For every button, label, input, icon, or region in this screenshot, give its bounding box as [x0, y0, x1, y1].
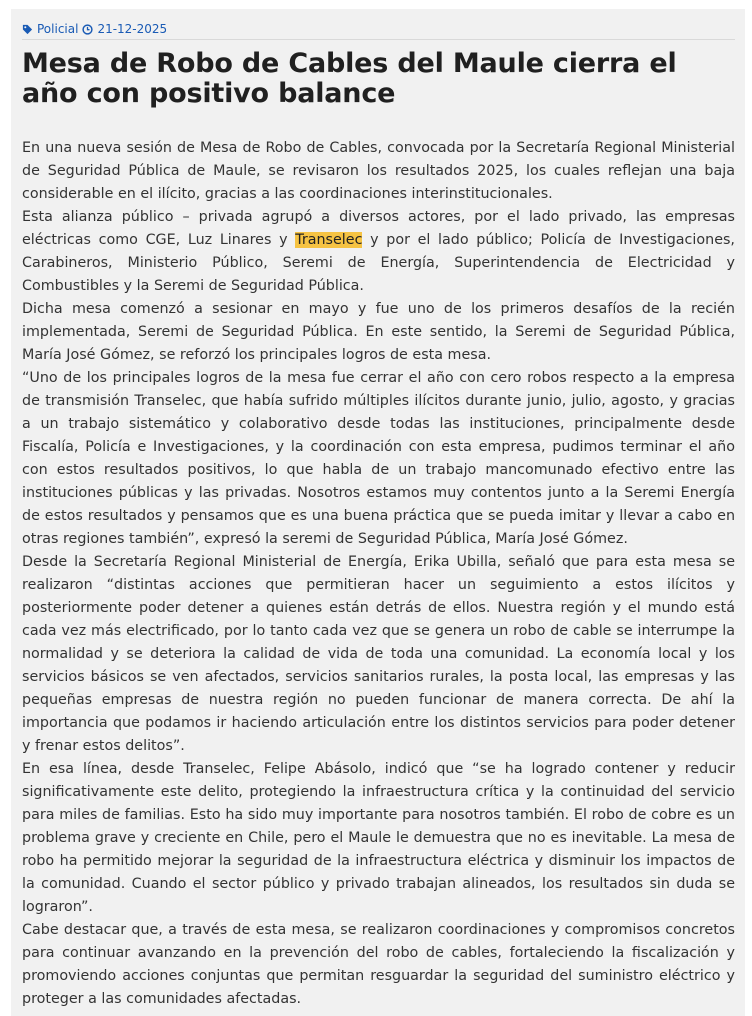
article-meta: [22, 19, 735, 40]
tag-icon: [22, 24, 33, 35]
paragraph: “Uno de los principales logros de la mesa fue cerrar el año con cero robos respecto a la empresa de transmisión Transelec, que había sufrido múltiples ilícitos durante junio, julio, agosto, y gracias a un trabajo sistemático y colaborativo desde todas las instituciones, principalmente desde Fiscalía, Policía e Investigaciones, y la coordinación con esta empresa, pudimos terminar el año con estos resultados positivos, lo que habla de un trabajo mancomunado efectivo entre las instituciones públicas y las privadas. Nosotros estamos muy contentos junto a la Seremi Energía de estos resultados y pensamos que es una buena práctica que se pueda imitar y llevar a cabo en otras regiones también”, expresó la seremi de Seguridad Pública, María José Gómez.: [22, 370, 735, 547]
article: [11, 9, 745, 1016]
publish-date: 21-12-2025: [97, 22, 168, 36]
paragraph: En esa línea, desde Transelec, Felipe Abásolo, indicó que “se ha logrado contener y reducir significativamente este delito, protegiendo la infraestructura crítica y la continuidad del servicio para miles de familias. Esto ha sido muy importante para nosotros también. El robo de cobre es un problema grave y creciente en Chile, pero el Maule le demuestra que no es inevitable. La mesa de robo ha permitido mejorar la seguridad de la infraestructura eléctrica y disminuir los impactos de la comunidad. Cuando el sector público y privado trabajan alineados, los resultados sin duda se lograron”.: [22, 761, 735, 915]
paragraph: Desde la Secretaría Regional Ministerial de Energía, Erika Ubilla, señaló que para esta mesa se realizaron “distintas acciones que permitieran hacer un seguimiento a estos ilícitos y posteriormente poder detener a quienes están detrás de ellos. Nuestra región y el mundo está cada vez más electrificado, por lo tanto cada vez que se genera un robo de cable se interrumpe la normalidad y se deteriora la calidad de vida de toda una comunidad. La economía local y los servicios básicos se ven afectados, servicios sanitarios rurales, la posta local, las empresas y las pequeñas empresas de nuestra región no pueden funcionar de manera correcta. De ahí la importancia que podamos ir haciendo articulación entre los distintos servicios para poder detener y frenar estos delitos”.: [22, 554, 735, 754]
category-link[interactable]: Policial: [37, 22, 79, 36]
paragraph: Dicha mesa comenzó a sesionar en mayo y fue uno de los primeros desafíos de la recién implementada, Seremi de Seguridad Pública. En este sentido, la Seremi de Seguridad Pública, María José Gómez, se reforzó los principales logros de esta mesa.: [22, 301, 735, 363]
paragraph-text: y por el lado público; Policía de Investigaciones, Carabineros, Ministerio Público, Seremi de Energía, Superintendencia de Electricidad y Combustibles y la Seremi de Seguridad Pública.: [22, 232, 735, 294]
highlighted-term: Transelec: [295, 232, 363, 248]
paragraph: En una nueva sesión de Mesa de Robo de Cables, convocada por la Secretaría Regional Ministerial de Seguridad Pública de Maule, se revisaron los resultados 2025, los cuales reflejan una baja considerable en el ilícito, gracias a las coordinaciones interinstitucionales.: [22, 140, 735, 202]
clock-icon: [82, 24, 93, 35]
article-title: Mesa de Robo de Cables del Maule cierra el año con positivo balance: [22, 48, 677, 109]
paragraph: [22, 206, 735, 298]
article-body: [22, 137, 735, 1011]
paragraph-text: Esta alianza público – privada agrupó a diversos actores, por el lado privado, las empresas eléctricas como CGE, Luz Linares y: [22, 209, 735, 248]
paragraph: Cabe destacar que, a través de esta mesa, se realizaron coordinaciones y compromisos concretos para continuar avanzando en la prevención del robo de cables, fortaleciendo la fiscalización y promoviendo acciones conjuntas que permitan resguardar la seguridad del suministro eléctrico y proteger a las comunidades afectadas.: [22, 922, 735, 1007]
